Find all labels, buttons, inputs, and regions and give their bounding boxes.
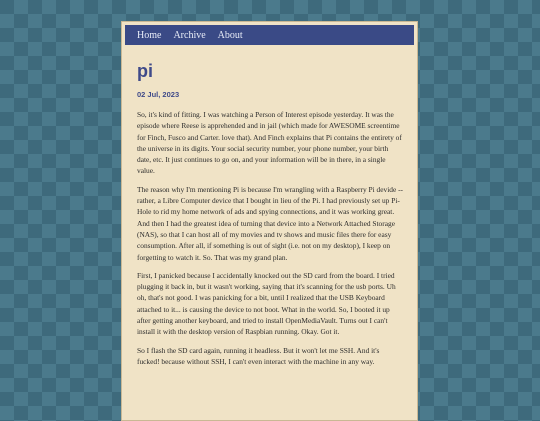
post-body bbox=[137, 109, 403, 367]
nav-link-home[interactable]: Home bbox=[137, 29, 162, 41]
post-paragraph: So, it's kind of fitting. I was watching a Person of Interest episode yesterday. It was the episode where Reese is apprehended and in jail (which made for AWESOME screentime for Finch, Fusco and Carter. love that). And Finch explains that Pi contains the entirety of the universe in its digits. Your social security number, your phone number, your birth date, etc. It just continues to go on, and your information will be in there, in a single value. bbox=[137, 110, 402, 176]
post-paragraph: First, I panicked because I accidentally knocked out the SD card from the board. I tried plugging it back in, but it wasn't working, saying that it's scanning for the usb ports. Uh oh, that's not good. I was panicking for a bit, until I realized that the USB Keyboard attached to it... is causing the device to not boot. What in the world. So, I booted it up after getting another keyboard, and tried to install OpenMediaVault. Turns out I can't install it with the desktop version of Raspbian running. Okay. Got it. bbox=[137, 270, 396, 337]
nav-link-archive[interactable]: Archive bbox=[173, 29, 206, 41]
post-content bbox=[137, 60, 403, 374]
page-container bbox=[121, 21, 418, 421]
top-nav bbox=[125, 25, 414, 45]
post-date: 02 Jul, 2023 bbox=[137, 90, 180, 99]
post-paragraph: So I flash the SD card again, running it headless. But it won't let me SSH. And it's fucked! because without SSH, I can't even interact with the machine in any way. bbox=[137, 345, 380, 366]
post-paragraph: The reason why I'm mentioning Pi is because I'm wrangling with a Raspberry Pi devide -- rather, a Libre Computer device that I bought in lieu of the Pi. I had previously set up Pi-Hole to rid my home network of ads and spying connections, and it was working great. And then I had the greatest idea of turning that device into a Network Attached Storage (NAS), so that I can host all of my movies and tv shows and music files there for easy consumption. After all, if something is out of sight (i.e. not on my desktop), I keep on forgetting to watch it. So. That was my grand plan. bbox=[137, 184, 403, 262]
nav-link-about[interactable]: About bbox=[217, 29, 243, 41]
post-title: pi bbox=[137, 61, 153, 81]
